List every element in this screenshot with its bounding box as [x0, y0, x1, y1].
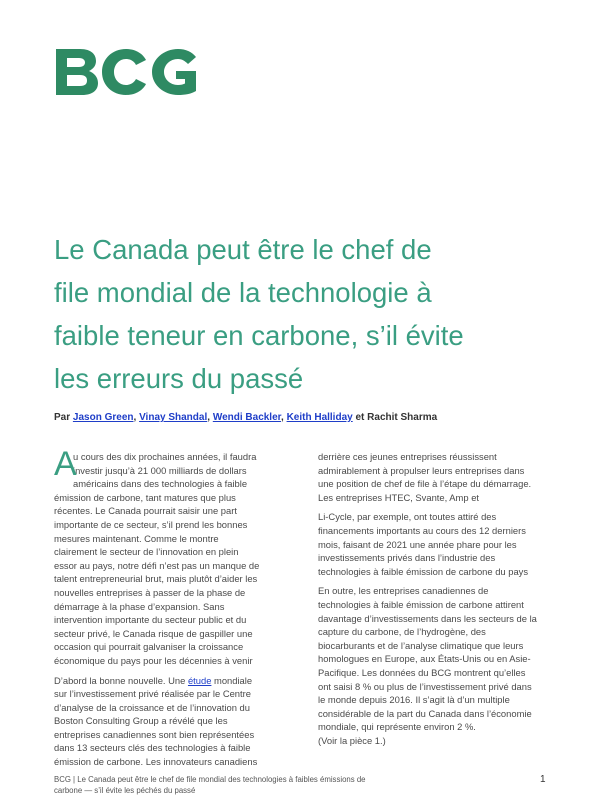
author-rachit-sharma: Rachit Sharma [367, 412, 438, 423]
text-line: américains dans des technologies à faible [73, 478, 248, 490]
text-line: En outre, les entreprises canadiennes de [318, 585, 489, 597]
text-line: (Voir la pièce 1.) [318, 734, 386, 746]
text-line: nouvelles entreprises à passer de la phase de [54, 586, 246, 598]
author-link-vinay-shandal[interactable]: Vinay Shandal [139, 412, 208, 423]
text-line: d’analyse de la croissance et de l’innovation du [54, 701, 250, 713]
etude-link[interactable]: étude [187, 674, 212, 686]
text-line: émission de carbone. Les innovateurs canadiens [54, 756, 258, 768]
text-line: Boston Consulting Group a révélé que les [54, 715, 228, 727]
author-link-wendi-backler[interactable]: Wendi Backler [212, 412, 281, 423]
title-line: file mondial de la technologie à [54, 277, 432, 308]
text-line: Pacifique. Les données du BCG montrent qu’elles [318, 666, 526, 678]
text-line: clairement le secteur de l’innovation en plein [54, 546, 239, 558]
text-line: économique du pays pour les décennies à venir [54, 654, 253, 666]
good-news-paragraph [54, 674, 294, 769]
text-line: sur l’investissement privé réalisée par le Centre [54, 688, 251, 700]
text-line: u cours des dix prochaines années, il faudra [73, 451, 257, 462]
text-line: admirablement à propulser leurs entreprises dans [318, 464, 525, 476]
left-column [54, 445, 294, 775]
byline-sep: , [281, 412, 284, 423]
author-link-jason-green[interactable]: Jason Green [72, 412, 134, 423]
financing-paragraph [318, 510, 563, 578]
text-line: investir jusqu’à 21 000 milliards de dollars [73, 464, 247, 476]
text-line: considérable de la part du Canada dans l’économie [318, 707, 532, 719]
text-line: ont saisi 8 % ou plus de l’investissement privé dans [318, 680, 532, 692]
text-line: le monde depuis 2016. Il s’agit là d’un multiple [318, 694, 510, 706]
text-line: secteur privé, le Canada risque de gaspiller une [54, 627, 253, 639]
page-footer [54, 774, 434, 796]
text-line: une position de chef de file à l’étape du démarrage. [318, 478, 532, 490]
byline-prefix: Par [54, 412, 71, 423]
text-line: récentes. Le Canada pourrait saisir une part [54, 505, 237, 517]
text-line: Li-Cycle, par exemple, ont toutes attiré des [318, 511, 497, 523]
text-line: talent entrepreneurial brut, mais plutôt d’aider les [54, 573, 258, 585]
text-line: mesures maintenant. Comme le montre [54, 532, 219, 544]
investment-paragraph [318, 584, 563, 747]
text-line: essor au pays, notre défi n’est pas un manque de [54, 559, 260, 571]
footer-line: carbone — s’il évite les péchés du passé [54, 786, 196, 795]
page-number: 1 [540, 774, 546, 785]
byline-and: et [355, 412, 365, 423]
title-line: les erreurs du passé [54, 363, 304, 394]
text-segment: D’abord la bonne nouvelle. Une [54, 674, 188, 686]
text-line: mondiale, qui représente environ 2 %. [318, 721, 476, 733]
text-line: davantage d’investissements dans les secteurs de la [318, 612, 537, 624]
text-line: dans 13 secteurs clés des technologies à faible [54, 742, 251, 754]
bcg-logo [54, 47, 198, 97]
text-line: capture du carbone, de l’hydrogène, des [318, 626, 486, 638]
author-link-keith-halliday[interactable]: Keith Halliday [286, 412, 353, 423]
text-line: homologues en Europe, aux États-Unis ou en Asie- [318, 653, 531, 665]
text-line: importante de ce secteur, s’il prend les bonnes [54, 518, 248, 530]
text-line: Les entreprises HTEC, Svante, Amp et [318, 491, 480, 503]
title-line: faible teneur en carbone, s’il évite [54, 320, 464, 351]
text-line: technologies à faible émission de carbone du pays [318, 565, 529, 577]
text-line: mois, faisant de 2021 une année phare pour les [318, 538, 517, 550]
text-line: technologies à faible émission de carbone attirent [318, 598, 524, 610]
dropcap-letter: A [54, 445, 77, 483]
startups-paragraph [318, 450, 563, 504]
text-line [54, 674, 294, 688]
text-line: démarrage à la phase d’expansion. Sans [54, 600, 225, 612]
title-line: Le Canada peut être le chef de [54, 234, 432, 265]
byline-sep: , [207, 412, 211, 423]
page-title [54, 228, 554, 400]
text-line: intervention importante du secteur public et du [54, 614, 247, 626]
text-line: émission de carbone, tant matures que plus [54, 491, 236, 503]
text-line: biocarburants et de l’analyse climatique que leurs [318, 639, 524, 651]
text-line: entreprises canadiennes sont bien représentées [54, 728, 255, 740]
intro-paragraph [54, 445, 294, 668]
right-column [318, 450, 563, 753]
text-line: derrière ces jeunes entreprises réussissent [318, 451, 497, 462]
text-segment: mondiale [211, 674, 253, 686]
text-line: occasion qui pourrait galvaniser la croissance [54, 641, 244, 653]
byline-sep: , [133, 412, 137, 423]
text-line: investissements privés dans l’industrie des [318, 552, 496, 564]
byline [54, 412, 554, 423]
text-line: financements importants au cours des 12 derniers [318, 524, 526, 536]
footer-line: BCG | Le Canada peut être le chef de file mondial des technologies à faibles émissions de [54, 775, 366, 784]
